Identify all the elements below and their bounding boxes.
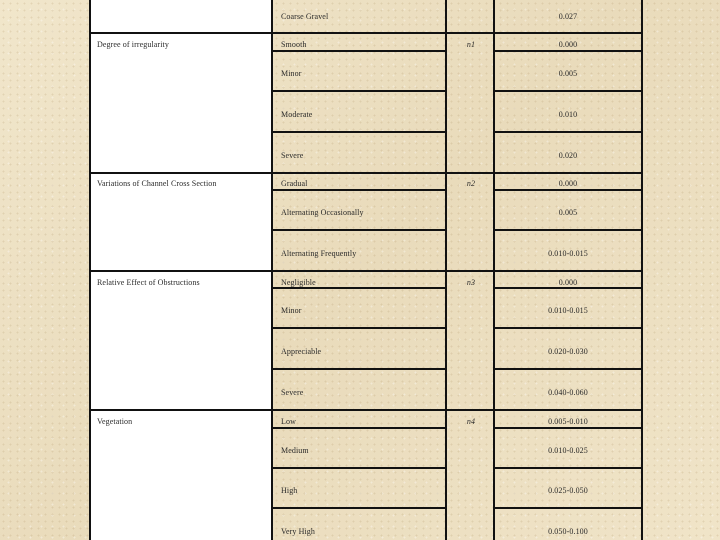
value-cell: 0.005 (558, 208, 578, 217)
value-cell: 0.020-0.030 (548, 347, 588, 356)
grid-line (89, 270, 643, 272)
value-cell: 0.027 (558, 12, 578, 21)
condition-cell: Moderate (281, 110, 313, 119)
condition-cell: Appreciable (281, 347, 322, 356)
grid-line (271, 467, 447, 469)
condition-cell: Alternating Occasionally (281, 208, 364, 217)
grid-line (271, 131, 447, 133)
grid-line (89, 32, 643, 34)
grid-line (493, 467, 643, 469)
condition-cell: Very High (281, 527, 316, 536)
grid-line (493, 427, 643, 429)
grid-line (493, 131, 643, 133)
value-cell: 0.050-0.100 (548, 527, 588, 536)
grid-line (271, 50, 447, 52)
condition-cell: Medium (281, 446, 309, 455)
value-cell: 0.000 (558, 179, 578, 188)
grid-line (89, 172, 643, 174)
grid-line (493, 368, 643, 370)
condition-cell: Alternating Frequently (281, 249, 357, 258)
value-cell: 0.010 (558, 110, 578, 119)
condition-cell: Severe (281, 151, 304, 160)
grid-line (493, 189, 643, 191)
value-cell: 0.005-0.010 (548, 417, 588, 426)
grid-line (271, 229, 447, 231)
condition-cell: Severe (281, 388, 304, 397)
condition-cell: Low (281, 417, 296, 426)
grid-line (493, 90, 643, 92)
grid-line (271, 189, 447, 191)
value-cell: 0.010-0.015 (548, 306, 588, 315)
value-cell: 0.000 (558, 278, 578, 287)
grid-line (271, 507, 447, 509)
condition-cell: Negligible (281, 278, 316, 287)
factor-cell: Vegetation (97, 417, 133, 426)
condition-cell: High (281, 486, 298, 495)
condition-cell: Smooth (281, 40, 307, 49)
value-cell: 0.000 (558, 40, 578, 49)
grid-line (271, 368, 447, 370)
grid-line (493, 50, 643, 52)
factor-cell: Relative Effect of Obstructions (97, 278, 200, 287)
symbol-cell: n3 (466, 278, 476, 287)
symbol-cell: n2 (466, 179, 476, 188)
value-cell: 0.020 (558, 151, 578, 160)
condition-cell: Gradual (281, 179, 308, 188)
grid-line (89, 409, 643, 411)
factor-cell: Variations of Channel Cross Section (97, 179, 217, 188)
grid-line (493, 507, 643, 509)
value-cell: 0.025-0.050 (548, 486, 588, 495)
condition-cell: Minor (281, 69, 302, 78)
symbol-cell: n1 (466, 40, 476, 49)
value-cell: 0.040-0.060 (548, 388, 588, 397)
value-cell: 0.005 (558, 69, 578, 78)
grid-line (271, 327, 447, 329)
factor-cell: Degree of irregularity (97, 40, 169, 49)
value-cell: 0.010-0.025 (548, 446, 588, 455)
grid-line (493, 229, 643, 231)
grid-line (271, 427, 447, 429)
condition-cell: Minor (281, 306, 302, 315)
symbol-cell: n4 (466, 417, 476, 426)
value-cell: 0.010-0.015 (548, 249, 588, 258)
condition-cell: Coarse Gravel (281, 12, 329, 21)
grid-line (493, 327, 643, 329)
grid-line (271, 90, 447, 92)
